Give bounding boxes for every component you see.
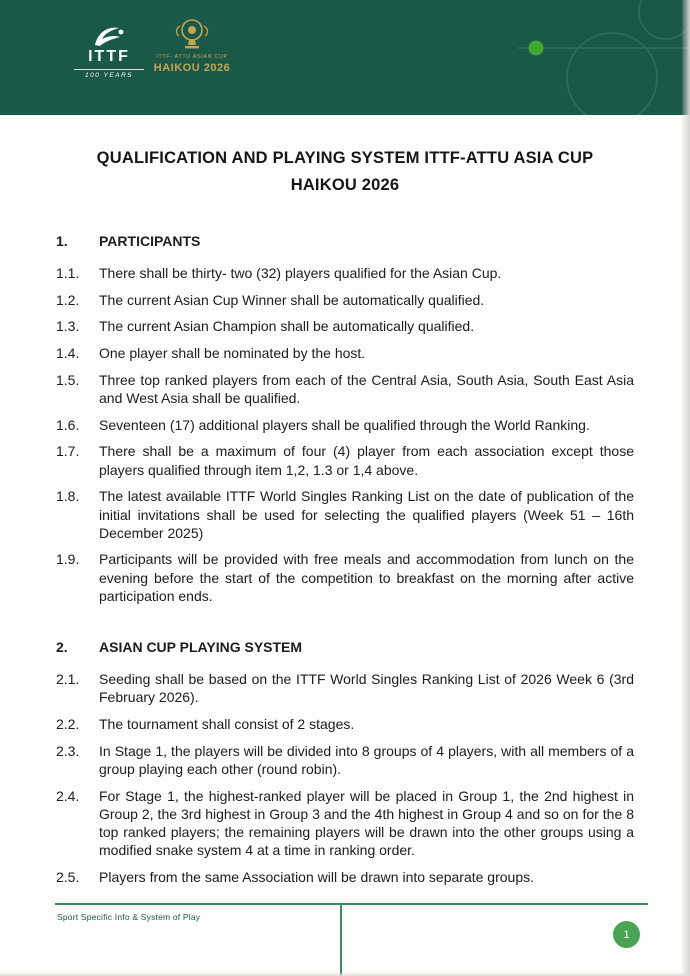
page-title-line2: HAIKOU 2026	[290, 176, 400, 194]
event-logo-subtitle: ITTF- ATTU ASIAN CUP	[156, 54, 228, 60]
trophy-icon	[172, 16, 212, 52]
item-text: The current Asian Champion shall be automatically qualified.	[99, 318, 475, 335]
ittf-logo-text: ITTF	[88, 48, 130, 65]
item-number: 2.3.	[56, 742, 80, 759]
item-text: Players from the same Association will be drawn into separate groups.	[99, 868, 534, 885]
section-title: ASIAN CUP PLAYING SYSTEM	[99, 639, 303, 656]
item-text: Seeding shall be based on the ITTF World Singles Ranking List of 2026 Week 6 (3rd February 2026).	[99, 671, 634, 706]
item-number: 1.1.	[56, 265, 80, 281]
item-number: 1.8.	[56, 488, 80, 505]
ittf-100-years-label: 100 YEARS	[74, 69, 144, 79]
item-text: In Stage 1, the players will be divided into 8 groups of 4 players, with all members of a group playing each other (round robin).	[99, 742, 634, 777]
document-header	[0, 0, 690, 115]
item-text: Three top ranked players from each of the Central Asia, South Asia, South East Asia and West Asia shall be qualified.	[99, 371, 634, 407]
list-item	[56, 868, 634, 886]
section-number: 2.	[56, 639, 68, 656]
list-item	[56, 344, 634, 362]
list-item	[56, 416, 634, 434]
item-number: 2.1.	[56, 671, 80, 688]
item-text: There shall be thirty- two (32) players qualified for the Asian Cup.	[99, 265, 502, 281]
list-item	[56, 670, 634, 706]
item-text: The current Asian Cup Winner shall be automatically qualified.	[99, 291, 485, 308]
list-item	[56, 715, 634, 733]
item-number: 1.3.	[56, 318, 80, 335]
header-decoration-circles	[470, 0, 690, 115]
item-text: The tournament shall consist of 2 stages.	[99, 715, 355, 732]
item-number: 1.6.	[56, 416, 80, 433]
item-number: 1.7.	[56, 443, 80, 460]
section-heading-playing-system	[56, 639, 634, 655]
list-item	[56, 442, 634, 478]
item-text: One player shall be nominated by the host.	[99, 345, 366, 362]
list-item	[56, 742, 634, 778]
section-heading-participants	[56, 233, 634, 249]
item-number: 2.2.	[56, 715, 80, 732]
item-number: 1.9.	[56, 551, 80, 568]
footer-label: Sport Specific Info & System of Play	[57, 912, 201, 922]
page-number-badge: 1	[613, 921, 640, 948]
section-number: 1.	[56, 233, 68, 249]
footer-divider	[55, 903, 648, 905]
list-item	[56, 291, 634, 309]
ittf-logo	[74, 24, 144, 79]
event-logo-title: HAIKOU 2026	[153, 62, 231, 75]
page-edge	[682, 0, 690, 976]
green-dot-icon	[529, 41, 544, 56]
list-item	[56, 487, 634, 542]
item-number: 2.4.	[56, 787, 80, 804]
document-body	[0, 145, 690, 886]
page-edge	[0, 972, 690, 976]
page-title-line1: QUALIFICATION AND PLAYING SYSTEM ITTF-ATTU ASIA CUP	[96, 149, 594, 167]
item-number: 2.5.	[56, 868, 80, 885]
item-number: 1.4.	[56, 345, 80, 362]
list-item	[56, 371, 634, 407]
item-text: Participants will be provided with free meals and accommodation from lunch on the evening before the start of the competition to breakfast on the morning after active participation ends.	[99, 551, 634, 604]
item-number: 1.2.	[56, 291, 80, 308]
event-logo	[152, 16, 232, 74]
item-text: For Stage 1, the highest-ranked player will be placed in Group 1, the 2nd highest in Group 2, the 3rd highest in Group 3 and the 4th highest in Group 4 and so on for the 8 top ranked players; the remaining players will be drawn into the other groups using a modified snake system 4 at a time in ranking order.	[99, 787, 634, 859]
item-text: The latest available ITTF World Singles Ranking List on the date of publication of the initial invitations shall be used for selecting the qualified players (Week 51 – 16th December 2025)	[99, 488, 634, 541]
list-item	[56, 787, 634, 860]
ittf-logo-mark-icon	[92, 24, 126, 48]
page-title	[66, 145, 624, 199]
item-number: 1.5.	[56, 371, 80, 388]
footer-vertical-divider	[340, 904, 342, 976]
item-text: Seventeen (17) additional players shall be qualified through the World Ranking.	[99, 416, 590, 433]
item-text: There shall be a maximum of four (4) player from each association except those players qualified through item 1,2, 1.3 or 1,4 above.	[99, 443, 634, 478]
section-title: PARTICIPANTS	[99, 233, 201, 249]
list-item	[56, 550, 634, 605]
list-item	[56, 264, 634, 282]
list-item	[56, 317, 634, 335]
